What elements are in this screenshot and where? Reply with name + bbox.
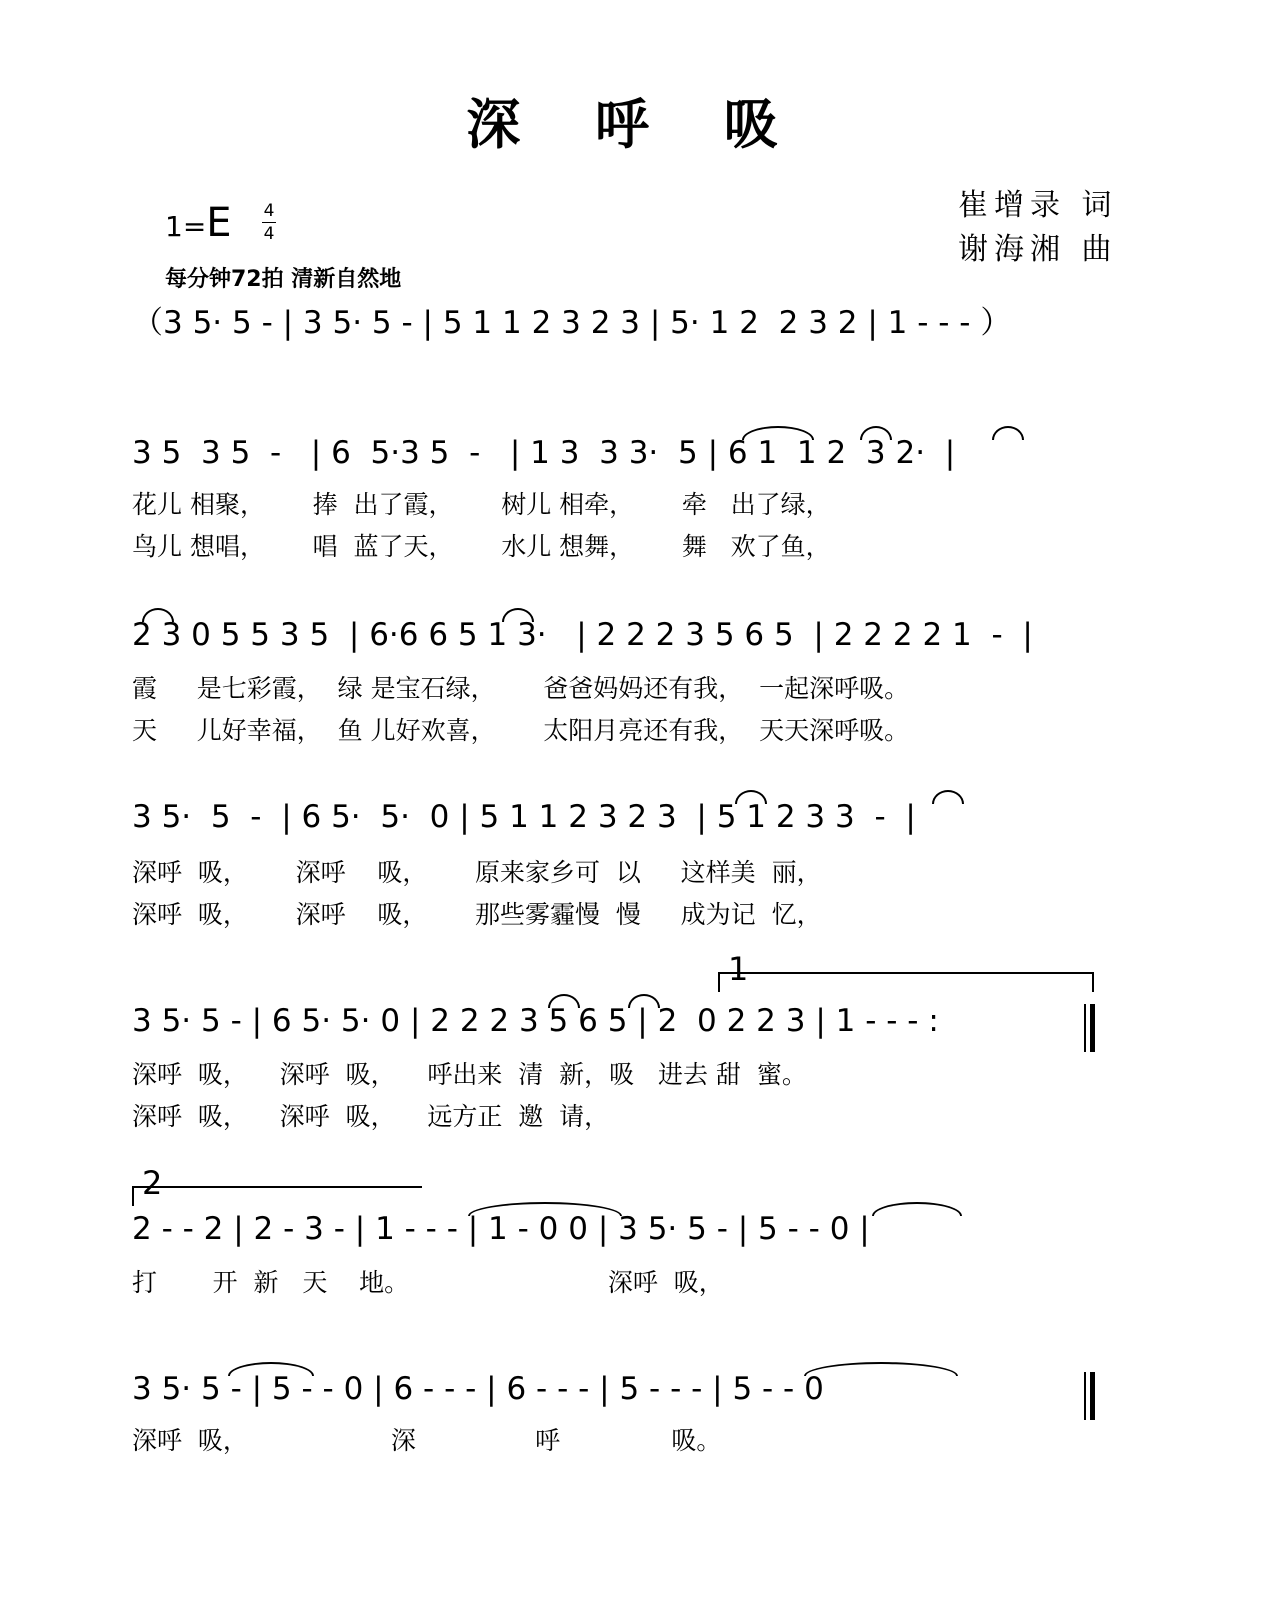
barline-thick — [1090, 1372, 1095, 1420]
time-signature — [262, 201, 276, 244]
lyrics-line-2-verse-2: 天 儿好幸福， 鱼 儿好欢喜， 太阳月亮还有我， 天天深呼吸。 — [132, 716, 910, 745]
tie-arc — [742, 426, 814, 440]
tie-arc — [992, 426, 1024, 440]
lyrics-line-6: 深呼 吸， 深 呼 吸。 — [132, 1426, 722, 1455]
key-signature — [165, 200, 232, 246]
score-line-5 — [0, 1204, 1272, 1364]
lyrics-line-4-verse-2: 深呼 吸， 深呼 吸， 远方正 邀 请， — [132, 1102, 610, 1131]
barline-thick — [1090, 1004, 1095, 1052]
tie-arc — [735, 790, 767, 804]
notes-line-1: 3 5 3 5 - | 6 5·3 5 - | 1 3 3 3· 5 | 6 1 1 2 3 2· | — [132, 435, 956, 471]
tie-arc — [502, 608, 534, 622]
notes-line-5: 2 - - 2 | 2 - 3 - | 1 - - - | 1 - 0 0 | 3 5· 5 - | 5 - - 0 | — [132, 1211, 870, 1247]
first-ending-number: 1 — [728, 950, 749, 988]
first-ending-bracket — [718, 950, 1094, 992]
score-line-1 — [0, 428, 1272, 588]
tie-arc — [548, 994, 580, 1008]
key-letter: E — [206, 200, 232, 246]
barline-thin — [1084, 1004, 1086, 1052]
tie-arc — [628, 994, 660, 1008]
score-line-6 — [0, 1364, 1272, 1524]
song-title: 深 呼 吸 — [466, 92, 806, 156]
tie-arc — [468, 1202, 622, 1216]
tie-arc — [142, 608, 174, 622]
tie-arc — [228, 1362, 314, 1376]
tie-arc — [804, 1362, 958, 1376]
score-line-2 — [0, 610, 1272, 770]
tie-arc — [872, 1202, 962, 1216]
lyricist-credit: 崔增录 词 — [958, 188, 1118, 223]
tie-arc — [932, 790, 964, 804]
intro-notes: （3 5· 5 - | 3 5· 5 - | 5 1 1 2 3 2 3 | 5· 1 2 2 3 2 | 1 - - - ） — [132, 305, 1012, 341]
lyrics-line-1-verse-2: 鸟儿 想唱， 唱 蓝了天， 水儿 想舞， 舞 欢了鱼， — [132, 532, 831, 561]
time-signature-divider — [262, 222, 276, 223]
tempo-marking: 每分钟72拍 清新自然地 — [165, 267, 402, 292]
score-line-3 — [0, 792, 1272, 952]
composer-credit: 谢海湘 曲 — [958, 232, 1118, 267]
notes-line-3: 3 5· 5 - | 6 5· 5· 0 | 5 1 1 2 3 2 3 | 5 1 2 3 3 - | — [132, 799, 916, 835]
tie-arc — [860, 426, 892, 440]
lyrics-line-4-verse-1: 深呼 吸， 深呼 吸， 呼出来 清 新，吸 进去 甜 蜜。 — [132, 1060, 807, 1089]
lyrics-line-5: 打 开 新 天 地。 深呼 吸， — [132, 1268, 724, 1297]
lyrics-line-2-verse-1: 霞 是七彩霞， 绿 是宝石绿， 爸爸妈妈还有我， 一起深呼吸。 — [132, 674, 910, 703]
time-signature-bottom: 4 — [263, 224, 275, 244]
key-prefix: 1= — [165, 210, 207, 243]
notes-line-4: 3 5· 5 - | 6 5· 5· 0 | 2 2 2 3 5 6 5 | 2 0 2 2 3 | 1 - - - : — [132, 1003, 939, 1039]
second-ending-number: 2 — [142, 1164, 163, 1202]
score-line-4 — [0, 996, 1272, 1156]
barline-thin — [1084, 1372, 1086, 1420]
second-ending-bracket — [132, 1164, 422, 1206]
notes-line-6: 3 5· 5 - | 5 - - 0 | 6 - - - | 6 - - - | 5 - - - | 5 - - 0 — [132, 1371, 824, 1407]
time-signature-top: 4 — [263, 201, 275, 221]
lyrics-line-1-verse-1: 花儿 相聚， 捧 出了霞， 树儿 相牵， 牵 出了绿， — [132, 490, 831, 519]
notes-line-2: 2 3 0 5 5 3 5 | 6·6 6 5 1 3· | 2 2 2 3 5 6 5 | 2 2 2 2 1 - | — [132, 617, 1033, 653]
lyrics-line-3-verse-2: 深呼 吸， 深呼 吸， 那些雾霾慢 慢 成为记 忆， — [132, 900, 822, 929]
lyrics-line-3-verse-1: 深呼 吸， 深呼 吸， 原来家乡可 以 这样美 丽， — [132, 858, 822, 887]
